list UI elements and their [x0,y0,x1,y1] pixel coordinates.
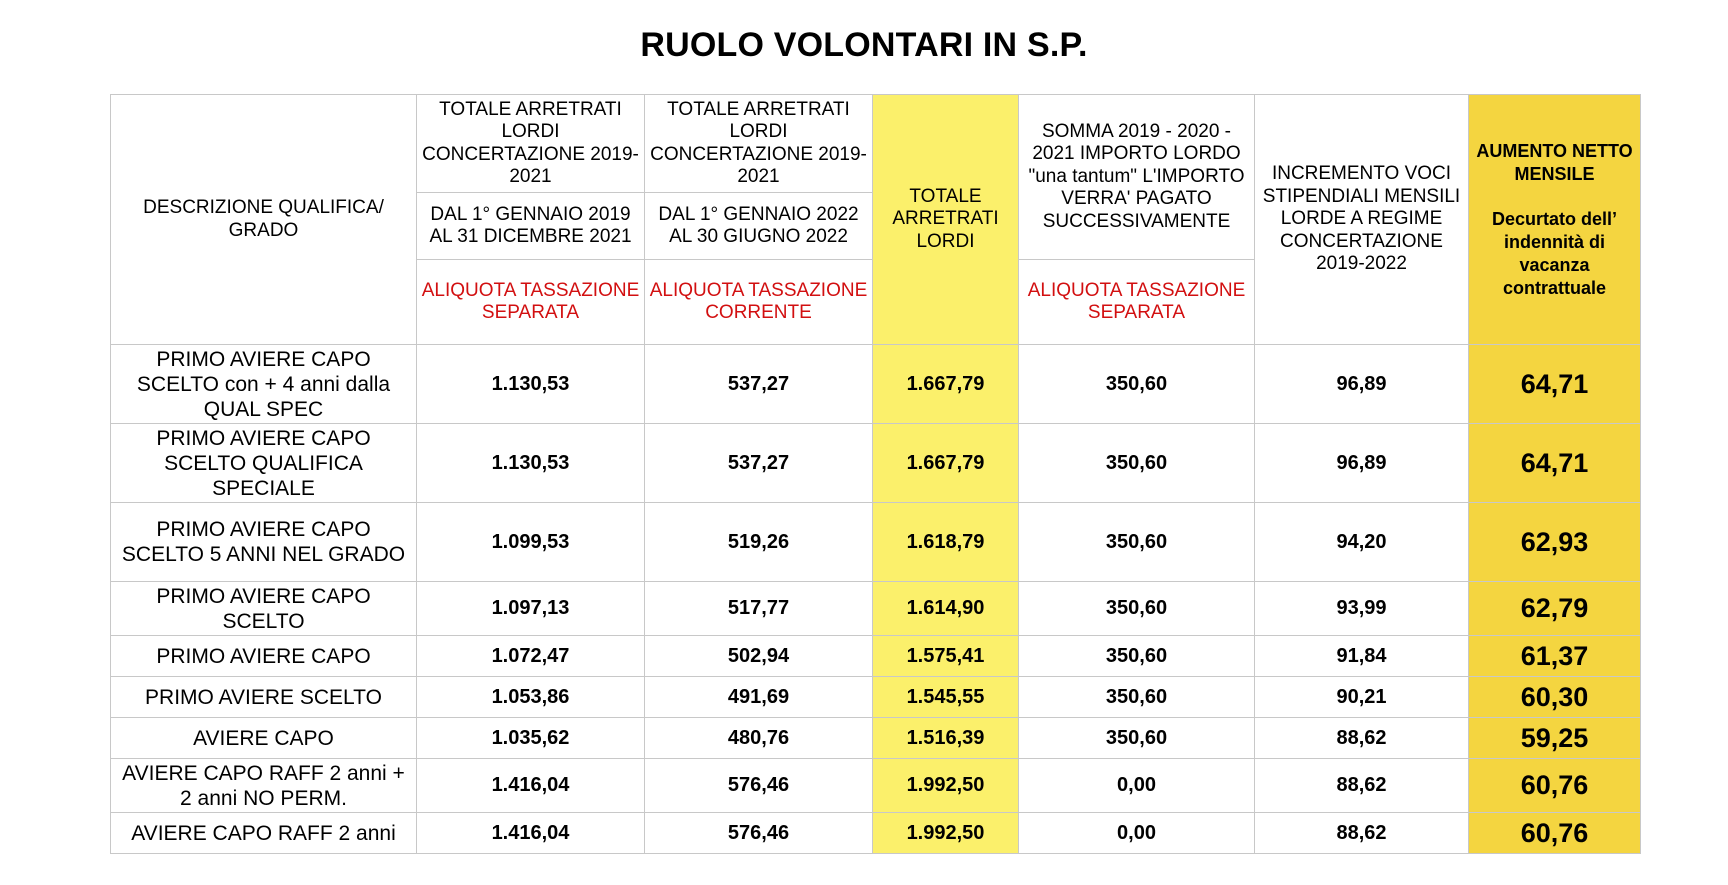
header-col-c: TOTALE ARRETRATI LORDI [873,95,1019,345]
cell-incremento-mensile: 91,84 [1255,636,1469,677]
arretrati-table [110,94,1641,854]
cell-grado: PRIMO AVIERE CAPO SCELTO [111,582,417,636]
cell-arretrati-2022: 576,46 [645,813,873,854]
cell-arretrati-2022: 480,76 [645,718,873,759]
header-col-d-top: SOMMA 2019 - 2020 - 2021 IMPORTO LORDO "una tantum" L'IMPORTO VERRA' PAGATO SUCCESSIVAMENTE [1019,95,1255,260]
cell-incremento-mensile: 90,21 [1255,677,1469,718]
table-row [111,636,1641,677]
cell-totale-arretrati: 1.992,50 [873,759,1019,813]
cell-arretrati-2019-2021: 1.072,47 [417,636,645,677]
cell-aumento-netto: 60,76 [1469,759,1641,813]
cell-grado: PRIMO AVIERE CAPO [111,636,417,677]
cell-incremento-mensile: 93,99 [1255,582,1469,636]
cell-arretrati-2019-2021: 1.130,53 [417,345,645,424]
cell-arretrati-2022: 519,26 [645,503,873,582]
cell-incremento-mensile: 88,62 [1255,759,1469,813]
table-row [111,424,1641,503]
cell-una-tantum: 0,00 [1019,813,1255,854]
header-col-b-tax: ALIQUOTA TASSAZIONE CORRENTE [645,260,873,345]
cell-aumento-netto: 59,25 [1469,718,1641,759]
header-col-f [1469,95,1641,345]
cell-una-tantum: 0,00 [1019,759,1255,813]
cell-una-tantum: 350,60 [1019,582,1255,636]
header-col-f-note: Decurtato dell’ indennità di vacanza contrattuale [1491,208,1618,298]
table-row [111,718,1641,759]
cell-totale-arretrati: 1.575,41 [873,636,1019,677]
cell-aumento-netto: 60,30 [1469,677,1641,718]
cell-grado: PRIMO AVIERE CAPO SCELTO QUALIFICA SPECIALE [111,424,417,503]
cell-una-tantum: 350,60 [1019,718,1255,759]
cell-arretrati-2019-2021: 1.416,04 [417,759,645,813]
table-row [111,582,1641,636]
cell-arretrati-2019-2021: 1.416,04 [417,813,645,854]
cell-incremento-mensile: 96,89 [1255,424,1469,503]
cell-totale-arretrati: 1.667,79 [873,345,1019,424]
cell-grado: PRIMO AVIERE CAPO SCELTO 5 ANNI NEL GRADO [111,503,417,582]
cell-una-tantum: 350,60 [1019,503,1255,582]
header-col-a-mid: DAL 1° GENNAIO 2019 AL 31 DICEMBRE 2021 [417,193,645,260]
table-row [111,813,1641,854]
cell-aumento-netto: 60,76 [1469,813,1641,854]
header-col-e: INCREMENTO VOCI STIPENDIALI MENSILI LORDE A REGIME CONCERTAZIONE 2019-2022 [1255,95,1469,345]
cell-grado: AVIERE CAPO [111,718,417,759]
cell-aumento-netto: 61,37 [1469,636,1641,677]
cell-totale-arretrati: 1.992,50 [873,813,1019,854]
cell-arretrati-2022: 576,46 [645,759,873,813]
cell-arretrati-2022: 537,27 [645,345,873,424]
cell-aumento-netto: 64,71 [1469,345,1641,424]
header-col-d-tax: ALIQUOTA TASSAZIONE SEPARATA [1019,260,1255,345]
cell-una-tantum: 350,60 [1019,677,1255,718]
cell-arretrati-2019-2021: 1.099,53 [417,503,645,582]
cell-arretrati-2022: 502,94 [645,636,873,677]
header-descrizione: DESCRIZIONE QUALIFICA/ GRADO [111,95,417,345]
table-row [111,345,1641,424]
header-col-a-tax: ALIQUOTA TASSAZIONE SEPARATA [417,260,645,345]
cell-totale-arretrati: 1.618,79 [873,503,1019,582]
cell-una-tantum: 350,60 [1019,345,1255,424]
header-col-b-mid: DAL 1° GENNAIO 2022 AL 30 GIUGNO 2022 [645,193,873,260]
page-title: RUOLO VOLONTARI IN S.P. [640,26,1088,64]
cell-arretrati-2019-2021: 1.053,86 [417,677,645,718]
cell-incremento-mensile: 94,20 [1255,503,1469,582]
cell-totale-arretrati: 1.667,79 [873,424,1019,503]
cell-totale-arretrati: 1.545,55 [873,677,1019,718]
header-col-b-top: TOTALE ARRETRATI LORDI CONCERTAZIONE 2019-2021 [645,95,873,193]
cell-incremento-mensile: 88,62 [1255,813,1469,854]
cell-grado: AVIERE CAPO RAFF 2 anni + 2 anni NO PERM. [111,759,417,813]
cell-arretrati-2022: 537,27 [645,424,873,503]
table-row [111,677,1641,718]
header-col-a-top: TOTALE ARRETRATI LORDI CONCERTAZIONE 2019-2021 [417,95,645,193]
cell-grado: PRIMO AVIERE SCELTO [111,677,417,718]
table-row [111,759,1641,813]
cell-totale-arretrati: 1.516,39 [873,718,1019,759]
cell-arretrati-2019-2021: 1.097,13 [417,582,645,636]
table-row [111,503,1641,582]
header-col-f-title: AUMENTO NETTO MENSILE [1476,140,1633,184]
cell-totale-arretrati: 1.614,90 [873,582,1019,636]
cell-aumento-netto: 62,93 [1469,503,1641,582]
cell-arretrati-2022: 517,77 [645,582,873,636]
cell-una-tantum: 350,60 [1019,424,1255,503]
cell-una-tantum: 350,60 [1019,636,1255,677]
cell-grado: AVIERE CAPO RAFF 2 anni [111,813,417,854]
cell-arretrati-2019-2021: 1.035,62 [417,718,645,759]
cell-grado: PRIMO AVIERE CAPO SCELTO con + 4 anni dalla QUAL SPEC [111,345,417,424]
cell-aumento-netto: 62,79 [1469,582,1641,636]
cell-arretrati-2022: 491,69 [645,677,873,718]
cell-incremento-mensile: 88,62 [1255,718,1469,759]
cell-aumento-netto: 64,71 [1469,424,1641,503]
cell-incremento-mensile: 96,89 [1255,345,1469,424]
cell-arretrati-2019-2021: 1.130,53 [417,424,645,503]
